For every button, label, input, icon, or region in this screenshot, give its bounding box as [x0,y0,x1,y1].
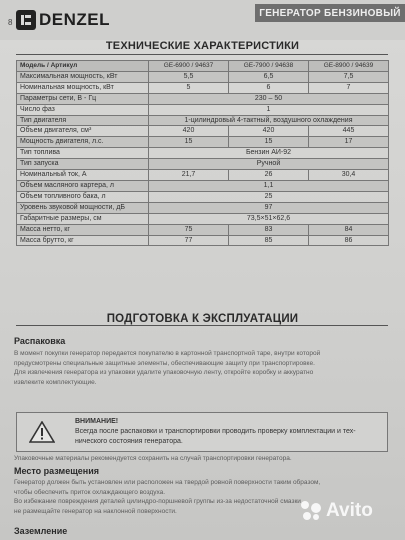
spec-value-cell: 86 [309,235,389,246]
spec-value-cell: 15 [229,137,309,148]
brand-logo [16,10,110,30]
spec-row [17,115,389,126]
spec-value-cell: Бензин АИ-92 [149,148,389,159]
col-header: GE-8900 / 94639 [309,61,389,72]
spec-value-cell: 1-цилиндровый 4-тактный, воздушного охлаждения [149,115,389,126]
spec-row [17,126,389,137]
spec-param-cell: Габаритные размеры, см [17,213,149,224]
spec-value-cell: 5,5 [149,71,229,82]
spec-value-cell: 26 [229,170,309,181]
spec-param-cell: Тип топлива [17,148,149,159]
spec-row [17,71,389,82]
text-line: чтобы обеспечить приток охлаждающего воздуха. [14,488,166,496]
spec-row [17,235,389,246]
spec-value-cell: 7,5 [309,71,389,82]
spec-row [17,224,389,235]
spec-param-cell: Тип двигателя [17,115,149,126]
spec-param-cell: Тип запуска [17,159,149,170]
spec-param-cell: Масса брутто, кг [17,235,149,246]
text-line: В момент покупки генератор передается покупателю в картонной транспортной таре, внутри которой [14,350,321,357]
spec-value-cell: 6 [229,82,309,93]
spec-header-row [17,61,389,72]
spec-value-cell: 25 [149,191,389,202]
spec-row [17,93,389,104]
text-line: предусмотрены специальные защитные элементы, обеспечивающие защиту при транспортировке. [14,359,315,367]
spec-value-cell: 7 [309,82,389,93]
text-line: Генератор должен быть установлен или расположен на твердой ровной поверхности таким образом, [14,479,321,486]
prep-section-title: ПОДГОТОВКА К ЭКСПЛУАТАЦИИ [106,313,299,325]
text-line: Всегда после распаковки и транспортировки проводить проверку комплектации и тех- [75,428,356,435]
spec-row [17,82,389,93]
spec-row [17,180,389,191]
spec-row [17,191,389,202]
spec-value-cell: 83 [229,224,309,235]
spec-value-cell: 15 [149,137,229,148]
warning-triangle-icon [29,421,55,448]
spec-param-cell: Параметры сети, В - Гц [17,93,149,104]
spec-value-cell: 75 [149,224,229,235]
grounding-heading: Заземление [14,526,68,536]
spec-row [17,148,389,159]
warning-title: ВНИМАНИЕ! [75,418,119,425]
warning-box [16,412,388,452]
spec-param-cell: Уровень звуковой мощности, дБ [17,202,149,213]
spec-param-cell: Максимальная мощность, кВт [17,71,149,82]
spec-value-cell: 77 [149,235,229,246]
avito-dots-icon [300,500,322,522]
col-header: GE-6900 / 94637 [149,61,229,72]
spec-param-cell: Мощность двигателя, л.с. [17,137,149,148]
spec-row [17,159,389,170]
spec-param-cell: Объем масляного картера, л [17,180,149,191]
spec-row [17,202,389,213]
spec-value-cell: 30,4 [309,170,389,181]
brand-name: DENZEL [39,10,110,29]
spec-param-cell: Номинальная мощность, кВт [17,82,149,93]
text-line: Для извлечения генератора из упаковки удалите упаковочную ленту, откройте коробку и аккуратно [14,369,314,377]
text-line: нического состояния генератора. [75,438,183,445]
spec-table [16,60,389,246]
spec-value-cell: 1,1 [149,180,389,191]
avito-watermark [300,500,373,522]
spec-value-cell: 21,7 [149,170,229,181]
packaging-note: Упаковочные материалы рекомендуется сохранить на случай транспортировки генератора. [14,455,292,462]
prep-title-underline [16,325,388,326]
spec-row [17,104,389,115]
warning-text [75,427,380,447]
spec-value-cell: 6,5 [229,71,309,82]
spec-param-cell: Число фаз [17,104,149,115]
spec-row [17,137,389,148]
text-line: извлеките комплектующие. [14,378,97,386]
spec-param-cell: Масса нетто, кг [17,224,149,235]
spec-row [17,170,389,181]
spec-value-cell: 420 [229,126,309,137]
placement-heading: Место размещения [14,466,100,476]
section-title-underline [16,54,388,55]
header-band: ГЕНЕРАТОР БЕНЗИНОВЫЙ [255,4,405,22]
spec-param-cell: Номинальный ток, А [17,170,149,181]
spec-param-cell: Объем двигателя, см³ [17,126,149,137]
spec-value-cell: 420 [149,126,229,137]
unpacking-heading: Распаковка [14,336,66,346]
spec-value-cell: 84 [309,224,389,235]
page-number: 8 [8,18,13,27]
spec-value-cell: 73,5×51×62,6 [149,213,389,224]
spec-value-cell: 1 [149,104,389,115]
spec-value-cell: 97 [149,202,389,213]
spec-value-cell: 5 [149,82,229,93]
col-header: Модель / Артикул [17,61,149,72]
spec-value-cell: 445 [309,126,389,137]
brand-mark-icon [16,10,36,30]
spec-value-cell: 17 [309,137,389,148]
spec-param-cell: Объем топливного бака, л [17,191,149,202]
spec-section-title: ТЕХНИЧЕСКИЕ ХАРАКТЕРИСТИКИ [105,40,300,52]
text-line: не размещайте генератор на наклонной поверхности. [14,507,177,515]
watermark-text: Avito [326,500,373,521]
text-line: Во избежание повреждения деталей цилиндро-поршневой группы из-за недостаточной смазки [14,498,301,506]
unpacking-text [14,349,386,387]
spec-value-cell: Ручной [149,159,389,170]
spec-value-cell: 230 – 50 [149,93,389,104]
spec-value-cell: 85 [229,235,309,246]
col-header: GE-7900 / 94638 [229,61,309,72]
spec-row [17,213,389,224]
